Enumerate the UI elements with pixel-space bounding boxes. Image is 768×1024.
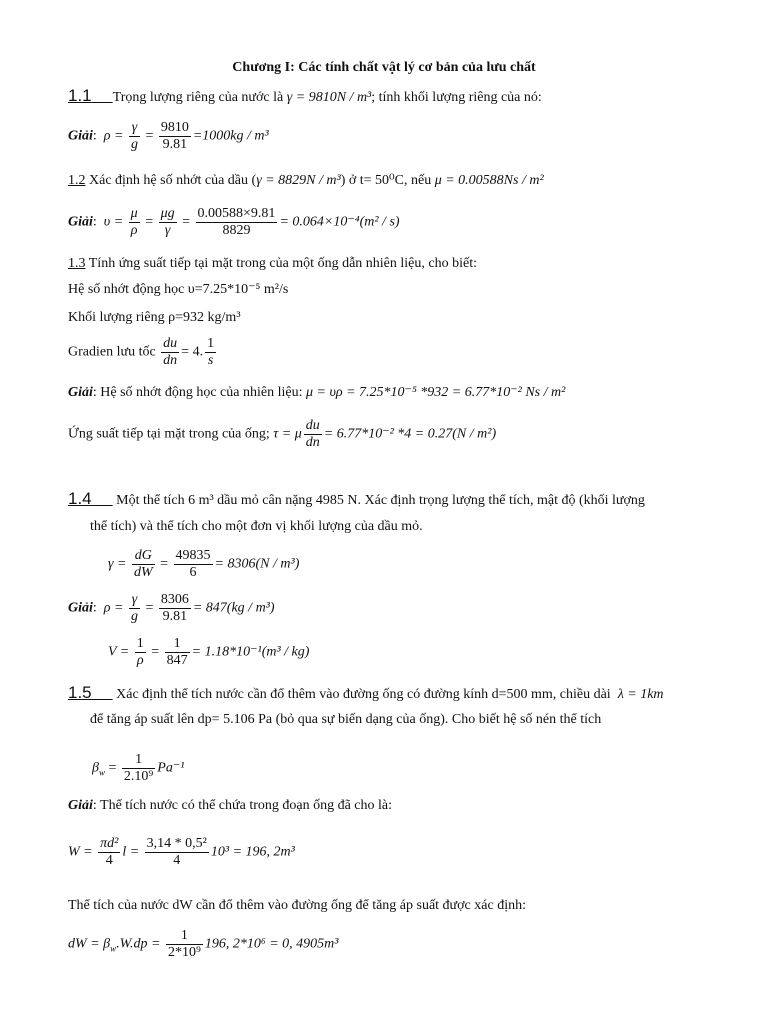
problem-number: 1.2	[68, 173, 86, 188]
given-gradient: Gradien lưu tốc $\frac{du}{dn}$ = 4. $\frac{1}{s}$	[68, 336, 215, 368]
eq-added-volume: dW = $\beta_w.W.dp$ = $\frac{1}{\text{2*10⁹}}$ 196, 2*10⁶ = 0, 4905m³	[68, 928, 339, 960]
solution-label: Giải	[68, 128, 93, 144]
problem-number: 1.5	[68, 683, 92, 702]
eq-density: Giải: ρ = $\frac{\gamma}{g}$ = $\frac{8306}{9.81}$ = 847(kg / m³)	[68, 592, 275, 624]
formula: γ = 9810N / m³	[286, 90, 372, 105]
solution-1-5-a: Giải: Thể tích nước có thể chứa trong đoạn ống đã cho là:	[68, 798, 393, 813]
fraction: $\frac{9810}{9.81}$	[160, 120, 189, 152]
eq-pipe-volume: W = $\frac{\text{πd²}}{4}$ l = $\frac{\text{3,14 * 0,5²}}{4}$ 10³ = 196, 2m³	[68, 836, 295, 868]
solution-1-2: Giải: υ = $\frac{\mu}{\rho}$ = $\frac{\mu g}{\gamma}$ = $\frac{0.00588\times 9.81}{8829}$ = 0.064×10⁻⁴(m² / s)	[68, 206, 400, 238]
problem-1-3: 1.3 Tính ứng suất tiếp tại mặt trong của một ống dẫn nhiên liệu, cho biết:	[68, 256, 477, 271]
solution-label: Giải	[68, 798, 93, 813]
solution-1-3-b: Ứng suất tiếp tại mặt trong của ống; τ = μ $\frac{du}{dn}$ = 6.77*10⁻² *4 = 0.27(N / m²)	[68, 418, 497, 450]
solution-1-1: Giải: ρ = $\frac{\gamma}{g}$ = $\frac{9810}{9.81}$ =1000kg / m³	[68, 120, 269, 152]
eq-compressibility: $\beta_w$ = $\frac{1}{\text{2.10⁹}}$ Pa⁻¹	[92, 752, 185, 784]
problem-1-4-cont: thể tích) và thể tích cho một đơn vị khối lượng của dầu mỏ.	[90, 519, 423, 534]
problem-1-2: 1.2 Xác định hệ số nhớt của dầu (γ = 8829N / m³) ở t= 50⁰C, nếu μ = 0.00588Ns / m²	[68, 173, 544, 188]
given-density: Khối lượng riêng ρ=932 kg/m³	[68, 310, 241, 325]
solution-1-3-a: Giải: Hệ số nhớt động học của nhiên liệu: μ = υρ = 7.25*10⁻⁵ *932 = 6.77*10⁻² Ns / m²	[68, 385, 566, 400]
eq-volume: V = $\frac{1}{\rho}$ = $\frac{1}{847}$ = 1.18*10⁻¹(m³ / kg)	[108, 636, 310, 668]
fraction: $\frac{\gamma}{g}$	[130, 120, 138, 152]
page-title: Chương I: Các tính chất vật lý cơ bản của lưu chất	[232, 60, 536, 75]
problem-number: 1.4	[68, 489, 92, 508]
problem-number: 1.1	[68, 86, 92, 105]
solution-label: Giải	[68, 385, 93, 400]
problem-1-4: 1.4 Một thể tích 6 m³ dầu mỏ cân nặng 4985 N. Xác định trọng lượng thể tích, mật độ (khối lượng	[68, 489, 645, 508]
solution-1-5-b: Thể tích của nước dW cần đổ thêm vào đường ống để tăng áp suất được xác định:	[68, 898, 526, 913]
problem-1-5: 1.5 Xác định thể tích nước cần đổ thêm vào đường ống có đường kính d=500 mm, chiều dài λ = 1km	[68, 683, 664, 702]
solution-label: Giải	[68, 214, 93, 230]
problem-1-5-cont: để tăng áp suất lên dp= 5.106 Pa (bỏ qua sự biến dạng của ống). Cho biết hệ số nén thể tích	[90, 712, 602, 727]
eq-specific-weight: γ = $\frac{dG}{dW}$ = $\frac{49835}{6}$ = 8306(N / m³)	[108, 548, 300, 580]
given-viscosity: Hệ số nhớt động học υ=7.25*10⁻⁵ m²/s	[68, 282, 289, 297]
problem-number: 1.3	[68, 256, 86, 271]
solution-label: Giải	[68, 600, 93, 616]
problem-1-1: 1.1 Trọng lượng riêng của nước là γ = 9810N / m³; tính khối lượng riêng của nó:	[68, 86, 542, 105]
